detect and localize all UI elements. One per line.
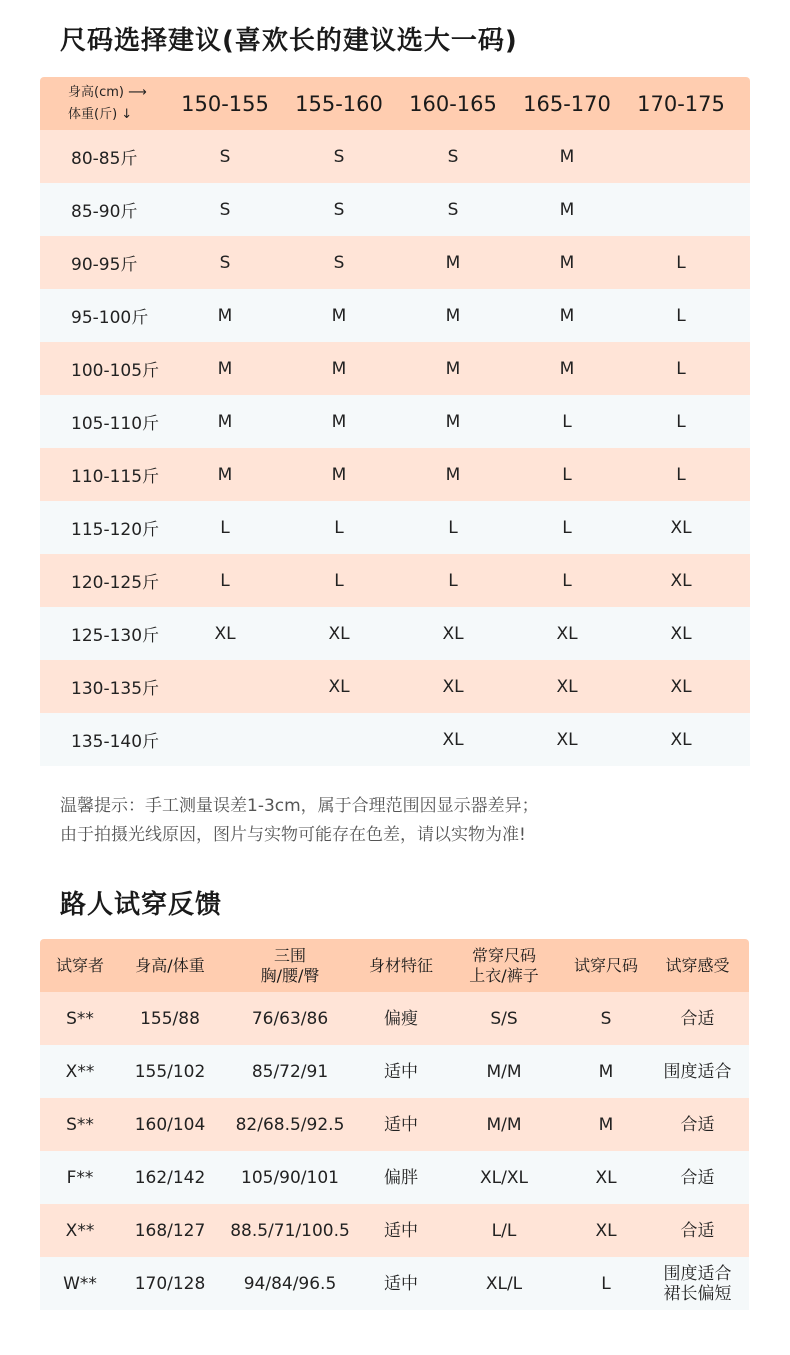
size-cell: M: [217, 411, 233, 432]
weight-row-label: 95-100斤: [71, 308, 149, 328]
feedback-cell: 适中: [384, 1114, 418, 1135]
feedback-cell: 围度适合 裙长偏短: [663, 1263, 732, 1304]
feedback-cell: 偏胖: [384, 1167, 418, 1188]
weight-row-label: 135-140斤: [71, 732, 160, 752]
feedback-cell: M: [598, 1061, 614, 1082]
size-cell: XL: [442, 676, 464, 697]
size-cell: M: [331, 305, 347, 326]
size-cell: XL: [442, 623, 464, 644]
feedback-cell: X**: [65, 1220, 95, 1241]
feedback-column-header: 常穿尺码 上衣/裤子: [469, 945, 539, 985]
size-cell: L: [334, 570, 344, 591]
feedback-cell: 合适: [680, 1114, 715, 1135]
weight-row-label: 115-120斤: [71, 520, 160, 540]
feedback-table-row: [40, 992, 749, 1045]
feedback-cell: 170/128: [134, 1273, 206, 1294]
size-cell: XL: [670, 623, 692, 644]
size-table: [40, 77, 750, 766]
size-cell: L: [220, 570, 230, 591]
size-cell: L: [676, 464, 686, 485]
feedback-column-header: 试穿尺码: [573, 955, 638, 975]
size-cell: XL: [670, 517, 692, 538]
size-cell: L: [448, 517, 458, 538]
size-cell: XL: [556, 676, 578, 697]
size-cell: L: [676, 411, 686, 432]
feedback-cell: 94/84/96.5: [243, 1273, 337, 1294]
feedback-cell: S/S: [490, 1008, 518, 1029]
notice-text: [60, 792, 539, 850]
size-cell: XL: [328, 623, 350, 644]
size-guide-title: 尺码选择建议(喜欢长的建议选大一码): [60, 26, 518, 56]
feedback-cell: XL/XL: [480, 1167, 528, 1188]
weight-row-label: 105-110斤: [71, 414, 160, 434]
weight-row-label: 90-95斤: [71, 255, 138, 275]
size-cell: L: [676, 252, 686, 273]
height-column-header: 165-170: [523, 91, 611, 116]
size-cell: XL: [214, 623, 236, 644]
feedback-title: 路人试穿反馈: [60, 890, 223, 920]
feedback-cell: 偏瘦: [384, 1008, 418, 1029]
size-cell: L: [562, 570, 572, 591]
size-cell: XL: [556, 729, 578, 750]
feedback-cell: 88.5/71/100.5: [230, 1220, 350, 1241]
weight-row-label: 110-115斤: [71, 467, 160, 487]
size-cell: L: [562, 411, 572, 432]
feedback-cell: F**: [66, 1167, 94, 1188]
size-cell: M: [331, 411, 347, 432]
feedback-cell: S**: [66, 1114, 94, 1135]
size-cell: L: [562, 464, 572, 485]
weight-row-label: 130-135斤: [71, 679, 160, 699]
size-cell: XL: [670, 676, 692, 697]
size-table-row: [40, 183, 750, 236]
size-cell: L: [562, 517, 572, 538]
feedback-cell: S**: [66, 1008, 94, 1029]
feedback-cell: 76/63/86: [251, 1008, 329, 1029]
size-cell: M: [445, 358, 461, 379]
size-cell: S: [219, 252, 231, 273]
size-cell: S: [447, 146, 459, 167]
weight-row-label: 125-130斤: [71, 626, 160, 646]
size-cell: L: [676, 358, 686, 379]
feedback-column-header: 身高/体重: [135, 955, 205, 975]
size-cell: L: [448, 570, 458, 591]
size-cell: M: [559, 146, 575, 167]
size-cell: M: [559, 199, 575, 220]
feedback-cell: 82/68.5/92.5: [235, 1114, 345, 1135]
size-cell: XL: [328, 676, 350, 697]
feedback-cell: 160/104: [134, 1114, 206, 1135]
size-cell: M: [445, 411, 461, 432]
feedback-table-row: [40, 1098, 749, 1151]
feedback-cell: XL/L: [485, 1273, 523, 1294]
weight-row-label: 120-125斤: [71, 573, 160, 593]
size-table-row: [40, 395, 750, 448]
feedback-column-header: 三围 胸/腰/臀: [260, 945, 320, 985]
feedback-cell: 105/90/101: [241, 1167, 339, 1188]
size-cell: M: [559, 305, 575, 326]
feedback-table-body: [40, 992, 749, 1310]
size-cell: M: [217, 358, 233, 379]
size-table-row: [40, 501, 750, 554]
size-table-row: [40, 448, 750, 501]
notice-line: 由于拍摄光线原因，图片与实物可能存在色差，请以实物为准!: [60, 825, 526, 845]
size-table-row: [40, 607, 750, 660]
size-cell: XL: [556, 623, 578, 644]
feedback-cell: XL: [595, 1167, 617, 1188]
size-table-row: [40, 713, 750, 766]
height-column-header: 150-155: [181, 91, 269, 116]
feedback-cell: 适中: [384, 1061, 418, 1082]
feedback-table-header: [40, 939, 749, 992]
feedback-column-header: 身材特征: [368, 955, 433, 975]
size-cell: S: [447, 199, 459, 220]
size-cell: S: [333, 146, 345, 167]
size-cell: M: [217, 464, 233, 485]
notice-line: 温馨提示：手工测量误差1-3cm，属于合理范围因显示器差异；: [60, 796, 539, 816]
feedback-cell: 合适: [680, 1220, 715, 1241]
feedback-cell: M/M: [486, 1061, 522, 1082]
feedback-table-row: [40, 1151, 749, 1204]
feedback-cell: L/L: [491, 1220, 517, 1241]
feedback-cell: 155/88: [140, 1008, 200, 1029]
size-cell: L: [220, 517, 230, 538]
feedback-cell: 155/102: [134, 1061, 206, 1082]
feedback-cell: 168/127: [134, 1220, 206, 1241]
feedback-table-row: [40, 1045, 749, 1098]
feedback-column-header: 试穿感受: [665, 955, 730, 975]
size-table-body: [40, 130, 750, 766]
size-cell: M: [445, 305, 461, 326]
feedback-table: [40, 939, 749, 1310]
feedback-cell: 合适: [680, 1167, 715, 1188]
feedback-cell: 适中: [384, 1220, 418, 1241]
feedback-table-row: [40, 1257, 749, 1310]
feedback-cell: 适中: [384, 1273, 418, 1294]
size-table-header: [40, 77, 750, 130]
size-table-row: [40, 236, 750, 289]
feedback-cell: S: [600, 1008, 612, 1029]
size-table-corner: [40, 82, 168, 126]
height-column-header: 170-175: [637, 91, 725, 116]
size-cell: S: [333, 252, 345, 273]
size-cell: XL: [670, 570, 692, 591]
height-column-header: 155-160: [295, 91, 383, 116]
size-cell: M: [445, 252, 461, 273]
size-cell: M: [559, 252, 575, 273]
size-cell: S: [333, 199, 345, 220]
size-cell: M: [445, 464, 461, 485]
feedback-cell: 85/72/91: [251, 1061, 329, 1082]
feedback-cell: 合适: [680, 1008, 715, 1029]
feedback-cell: X**: [65, 1061, 95, 1082]
feedback-cell: W**: [63, 1273, 97, 1294]
size-cell: M: [559, 358, 575, 379]
feedback-cell: 围度适合: [663, 1061, 732, 1082]
height-axis-label: 身高(cm) ⟶: [68, 84, 147, 100]
feedback-table-row: [40, 1204, 749, 1257]
size-cell: S: [219, 199, 231, 220]
size-cell: XL: [670, 729, 692, 750]
feedback-cell: L: [601, 1273, 611, 1294]
feedback-column-header: 试穿者: [55, 955, 104, 975]
size-cell: XL: [442, 729, 464, 750]
size-cell: L: [334, 517, 344, 538]
size-cell: S: [219, 146, 231, 167]
feedback-cell: 162/142: [134, 1167, 206, 1188]
size-table-row: [40, 130, 750, 183]
feedback-cell: XL: [595, 1220, 617, 1241]
weight-row-label: 100-105斤: [71, 361, 160, 381]
feedback-cell: M: [598, 1114, 614, 1135]
size-table-row: [40, 342, 750, 395]
size-table-row: [40, 289, 750, 342]
size-table-row: [40, 554, 750, 607]
size-cell: M: [331, 464, 347, 485]
feedback-cell: M/M: [486, 1114, 522, 1135]
weight-row-label: 80-85斤: [71, 149, 138, 169]
weight-axis-label: 体重(斤) ↓: [68, 106, 133, 122]
weight-row-label: 85-90斤: [71, 202, 138, 222]
size-cell: L: [676, 305, 686, 326]
size-cell: M: [331, 358, 347, 379]
size-cell: M: [217, 305, 233, 326]
size-table-row: [40, 660, 750, 713]
height-column-header: 160-165: [409, 91, 497, 116]
